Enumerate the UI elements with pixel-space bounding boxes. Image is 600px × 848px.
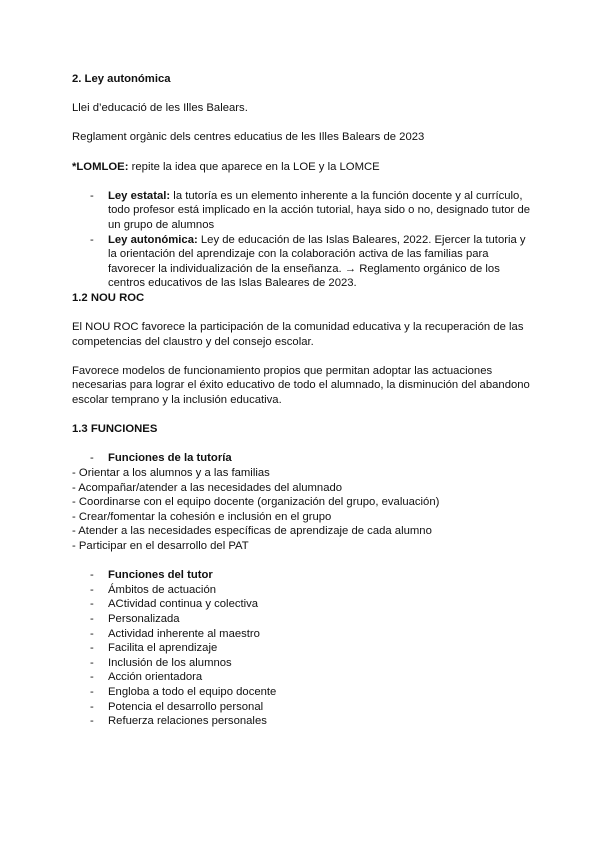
list-item: - Facilita el aprendizaje [72,641,532,656]
bullet-label: Ley autonómica: [108,233,198,246]
list-item: - Crear/fomentar la cohesión e inclusión en el grupo [72,510,332,523]
list-item: - Atender a las necesidades específicas de aprendizaje de cada alumno [72,525,432,538]
lomloe-label: *LOMLOE: [72,160,129,173]
list-item: - Potencia el desarrollo personal [72,700,532,715]
list-item [72,568,532,583]
tutoria-heading-list [72,451,532,466]
bullet-text: Ley de educación de las Islas Baleares, 2022. Ejercer la tutoria y la orientación del aprendizaje con la colaboración activa de las familias para favorecer la individualización de la enseñanza. → Reglamento orgánico de los centros educativos de las Islas Baleares de 2023. [108,233,526,290]
list-item [72,189,532,233]
list-item: - Inclusión de los alumnos [72,656,532,671]
list-item: - Coordinarse con el equipo docente (organización del grupo, evaluación) [72,496,440,509]
list-item: - Personalizada [72,612,532,627]
list-item [72,451,532,466]
section-2-paragraph-1: Llei d’educació de les Illes Balears. [72,102,248,115]
document-page [72,72,532,729]
list-item: - Ámbitos de actuación [72,583,532,598]
section-2-paragraph-2: Reglament orgànic dels centres educatius de les Illes Balears de 2023 [72,131,425,144]
section-2-heading: 2. Ley autonómica [72,73,171,85]
section-1-3-heading: 1.3 FUNCIONES [72,423,158,436]
tutoria-items [72,466,532,554]
list-item: - Actividad inherente al maestro [72,627,532,642]
lomloe-note [72,160,532,175]
list-item: - ACtividad continua y colectiva [72,597,532,612]
list-item: - Participar en el desarrollo del PAT [72,540,249,552]
tutor-heading: Funciones del tutor [108,569,213,582]
section-1-2-heading: 1.2 NOU ROC [72,291,145,304]
list-item: - Acompañar/atender a las necesidades del alumnado [72,481,343,494]
section-1-2-paragraph-2: Favorece modelos de funcionamiento propios que permitan adoptar las actuaciones necesarias para lograr el éxito educativo de todo el alumnado, la disminución del abandono escolar temprano y la inclusión educativa. [72,364,530,407]
tutor-functions-list [72,568,532,729]
list-item: - Engloba a todo el equipo docente [72,685,532,700]
list-item: - Acción orientadora [72,670,532,685]
lomloe-text: repite la idea que aparece en la LOE y la LOMCE [128,160,380,173]
list-item: - Refuerza relaciones personales [72,714,532,729]
section-1-2-paragraph-1: El NOU ROC favorece la participación de la comunidad educativa y la recuperación de las competencias del claustro y del consejo escolar. [72,321,524,348]
list-item: - Orientar a los alumnos y a las familias [72,467,270,480]
list-item [72,233,532,291]
law-bullet-list [72,189,532,291]
bullet-label: Ley estatal: [108,189,171,202]
bullet-text: la tutoría es un elemento inherente a la función docente y al currículo, todo profesor está implicado en la acción tutorial, haya sido o no, designado tutor de un grupo de alumnos [108,189,531,231]
tutoria-heading: Funciones de la tutoría [108,452,232,465]
